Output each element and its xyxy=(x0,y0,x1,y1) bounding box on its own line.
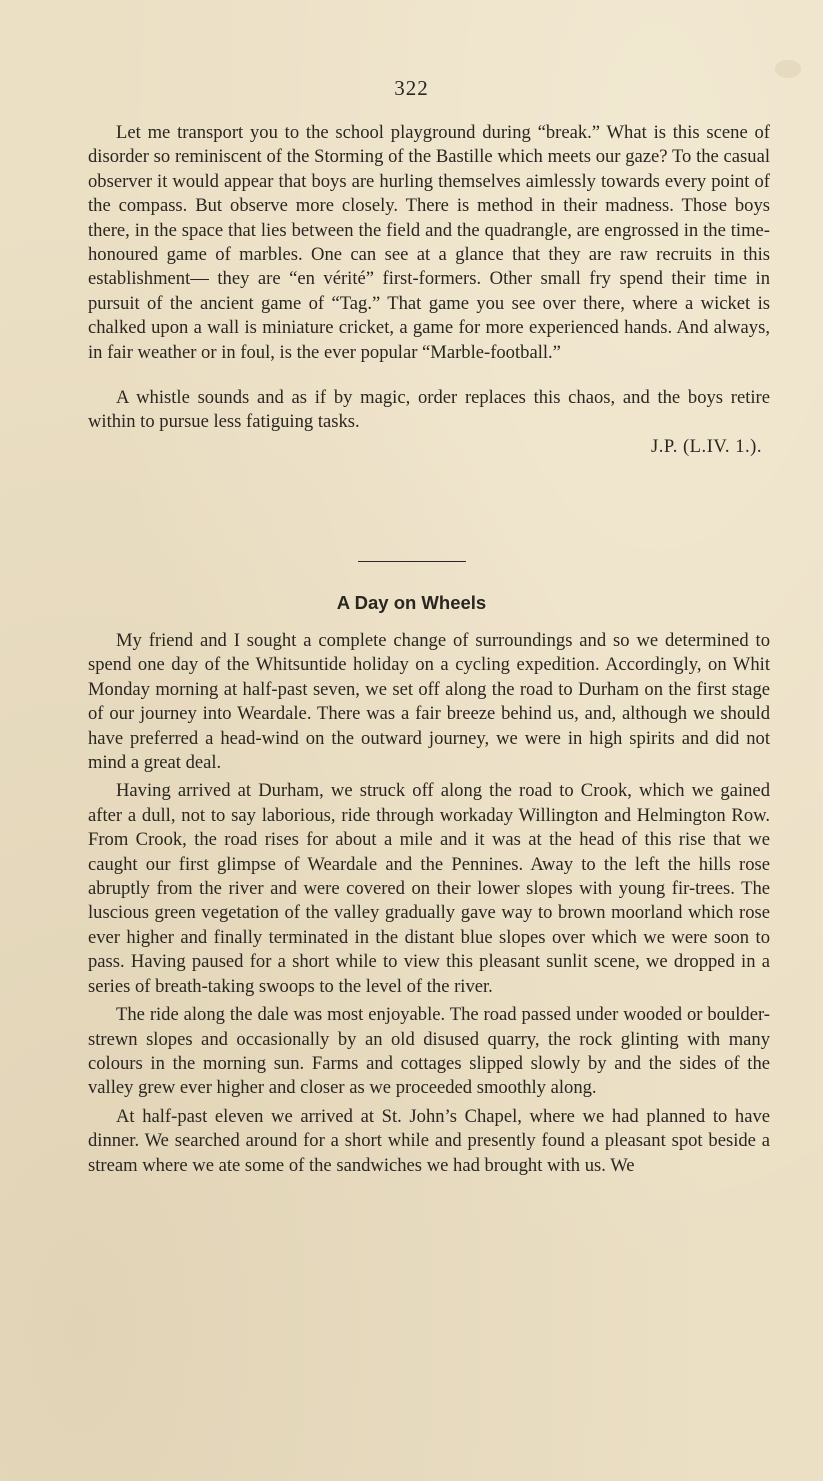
article-paragraph: Let me transport you to the school playground during “break.” What is this scene of disorder so reminiscent of the Storming of the Bastille which meets our gaze? To the casual observer it would appear that boys are hurling themselves aimlessly towards every point of the compass. But observe more closely. There is method in their madness. Those boys there, in the space that lies between the field and the quadrangle, are engrossed in the time-honoured game of marbles. One can see at a glance that they are raw recruits in this establishment— they are “en vérité” first-formers. Other small fry spend their time in pursuit of the ancient game of “Tag.” That game you see over there, where a wicket is chalked upon a wall is miniature cricket, a game for more experienced hands. And always, in fair weather or in foul, is the ever popular “Marble-football.” xyxy=(88,122,770,363)
page-number: 322 xyxy=(394,76,429,100)
article-paragraph: Having arrived at Durham, we struck off along the road to Crook, which we gained after a dull, not to say laborious, ride through workaday Willington and Helmington Row. From Crook, the road rises for about a mile and it was at the head of this rise that we caught our first glimpse of Weardale and the Pennines. Away to the left the hills rose abruptly from the river and were covered on their lower slopes with young fir-trees. The luscious green vegetation of the valley gradually gave way to brown moorland which rose ever higher and finally terminated in the distant blue slopes over which we were soon to pass. Having paused for a short while to view this pleasant sunlit scene, we dropped in a series of breath-taking swoops to the level of the river. xyxy=(88,780,770,997)
article-paragraph: My friend and I sought a complete change of surroundings and so we determined to spend one day of the Whitsuntide holiday on a cycling expedition. Accordingly, on Whit Monday morning at half-past seven, we set off along the road to Durham on the first stage of our journey into Weardale. There was a fair breeze behind us, and, although we should have preferred a head-wind on the outward journey, we were in high spirits and did not mind a great deal. xyxy=(88,630,770,774)
article-paragraph: A whistle sounds and as if by magic, order replaces this chaos, and the boys retire within to pursue less fatiguing tasks. xyxy=(88,387,770,433)
article-paragraph: At half-past eleven we arrived at St. John’s Chapel, where we had planned to have dinner. We searched around for a short while and presently found a pleasant spot beside a stream where we ate some of the sandwiches we had brought with us. We xyxy=(88,1105,770,1176)
day-on-wheels-article xyxy=(88,629,770,1178)
author-signature: J.P. (L.IV. 1.). xyxy=(651,435,762,457)
article-heading: A Day on Wheels xyxy=(336,592,487,613)
article-paragraph: The ride along the dale was most enjoyable. The road passed under wooded or boulder-strewn slopes and occasionally by an old disused quarry, the rock glinting with many colours in the morning sun. Farms and cottages slipped slowly by and the sides of the valley grew ever higher and closer as we proceeded smoothly along. xyxy=(88,1004,770,1099)
playground-article xyxy=(88,121,770,459)
section-divider xyxy=(358,561,466,562)
